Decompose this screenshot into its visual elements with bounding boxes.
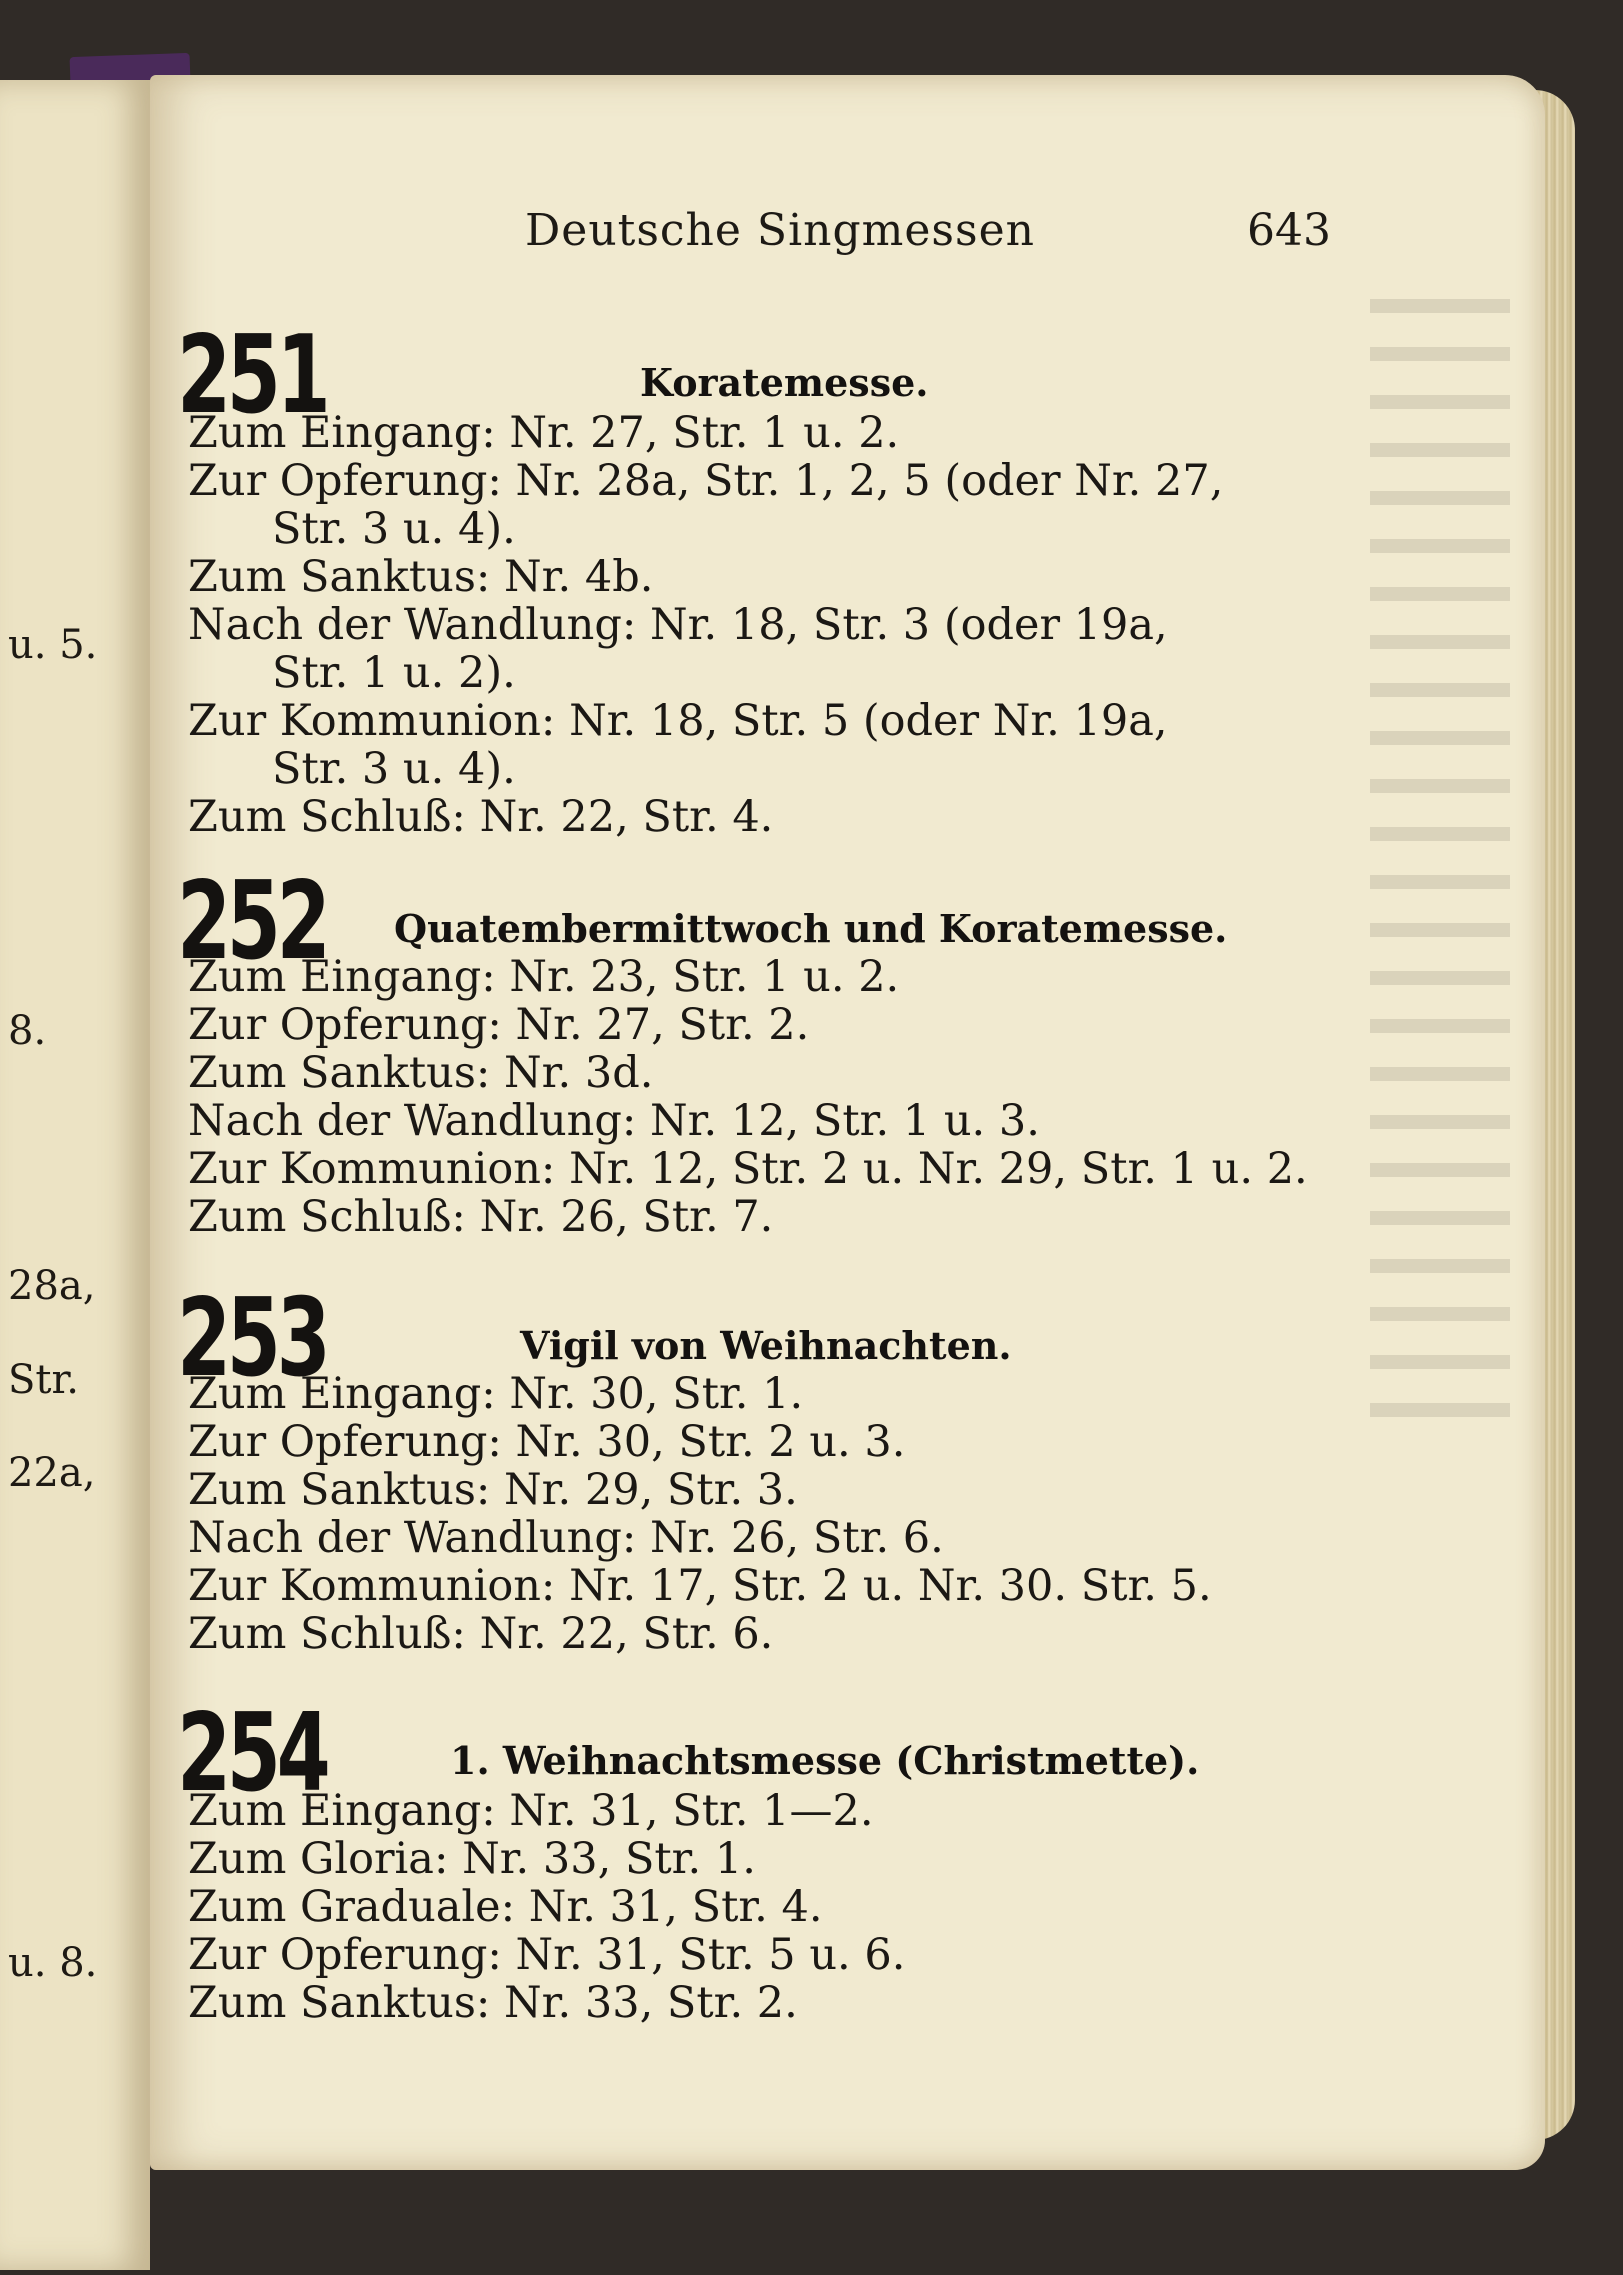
hymn-line: Zum Gloria: Nr. 33, Str. 1. xyxy=(188,1834,756,1884)
hymn-line: Zum Schluß: Nr. 22, Str. 4. xyxy=(188,792,774,842)
section-title: Vigil von Weihnachten. xyxy=(520,1323,1012,1368)
hymn-line: Str. 3 u. 4). xyxy=(272,504,516,554)
hymn-line: Nach der Wandlung: Nr. 26, Str. 6. xyxy=(188,1513,944,1563)
left-page-fragment: 8. xyxy=(8,1008,47,1054)
hymn-line: Zum Eingang: Nr. 23, Str. 1 u. 2. xyxy=(188,952,900,1002)
hymn-line: Zum Sanktus: Nr. 4b. xyxy=(188,552,654,602)
hymn-line: Zur Opferung: Nr. 27, Str. 2. xyxy=(188,1000,810,1050)
left-page-fragment: Str. xyxy=(8,1357,79,1403)
left-page-fragment: u. 8. xyxy=(8,1940,98,1986)
section-number: 251 xyxy=(177,313,327,438)
section-number: 253 xyxy=(177,1276,327,1401)
hymn-line: Zum Schluß: Nr. 26, Str. 7. xyxy=(188,1192,774,1242)
hymn-line: Zum Graduale: Nr. 31, Str. 4. xyxy=(188,1882,823,1932)
hymn-line: Zur Kommunion: Nr. 12, Str. 2 u. Nr. 29, Str. 1 u. 2. xyxy=(188,1144,1308,1194)
section-title: 1. Weihnachtsmesse (Christmette). xyxy=(450,1738,1200,1783)
hymn-line: Zum Schluß: Nr. 22, Str. 6. xyxy=(188,1609,774,1659)
hymn-line: Zur Kommunion: Nr. 17, Str. 2 u. Nr. 30. Str. 5. xyxy=(188,1561,1212,1611)
running-header-title: Deutsche Singmessen xyxy=(525,205,1035,256)
hymn-line: Zum Eingang: Nr. 30, Str. 1. xyxy=(188,1369,804,1419)
hymn-line: Zur Kommunion: Nr. 18, Str. 5 (oder Nr. 19a, xyxy=(188,696,1168,746)
hymn-line: Zur Opferung: Nr. 30, Str. 2 u. 3. xyxy=(188,1417,906,1467)
left-page-fragment: u. 5. xyxy=(8,622,98,668)
section-title: Koratemesse. xyxy=(640,360,929,405)
hymn-line: Str. 3 u. 4). xyxy=(272,744,516,794)
hymn-line: Zur Opferung: Nr. 28a, Str. 1, 2, 5 (oder Nr. 27, xyxy=(188,456,1224,506)
section-number: 252 xyxy=(177,859,327,984)
hymn-line: Nach der Wandlung: Nr. 18, Str. 3 (oder 19a, xyxy=(188,600,1168,650)
section-title: Quatembermittwoch und Koratemesse. xyxy=(394,906,1228,951)
hymn-line: Zum Sanktus: Nr. 29, Str. 3. xyxy=(188,1465,798,1515)
hymn-line: Zum Sanktus: Nr. 3d. xyxy=(188,1048,654,1098)
left-page-fragment: 28a, xyxy=(8,1263,96,1309)
hymn-line: Zur Opferung: Nr. 31, Str. 5 u. 6. xyxy=(188,1930,906,1980)
hymn-line: Str. 1 u. 2). xyxy=(272,648,516,698)
left-page-fragment: 22a, xyxy=(8,1450,96,1496)
left-page xyxy=(0,80,150,2270)
hymn-line: Nach der Wandlung: Nr. 12, Str. 1 u. 3. xyxy=(188,1096,1040,1146)
bleed-through-text xyxy=(1370,265,1510,2125)
section-number: 254 xyxy=(177,1691,327,1816)
hymn-line: Zum Eingang: Nr. 31, Str. 1—2. xyxy=(188,1786,874,1836)
page-number: 643 xyxy=(1247,205,1331,256)
hymn-line: Zum Eingang: Nr. 27, Str. 1 u. 2. xyxy=(188,408,900,458)
hymn-line: Zum Sanktus: Nr. 33, Str. 2. xyxy=(188,1978,798,2028)
